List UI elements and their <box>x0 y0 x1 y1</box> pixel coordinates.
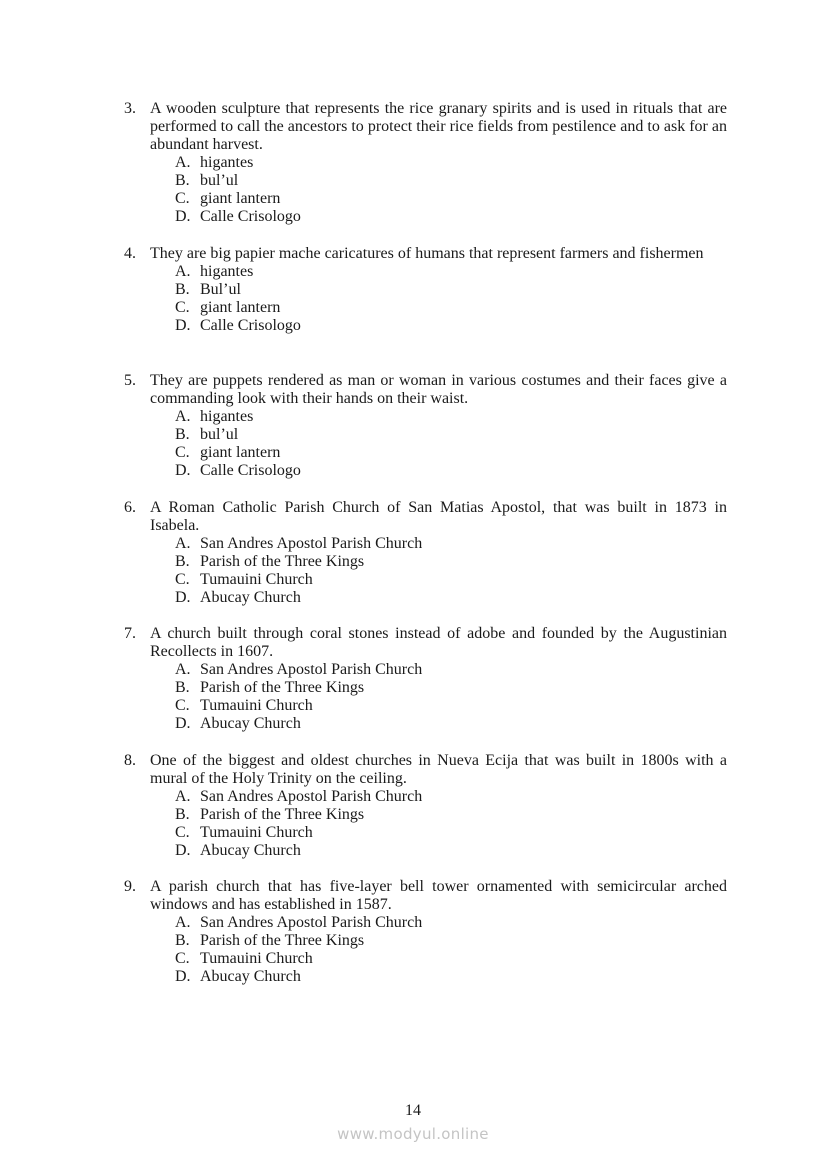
option-letter: B. <box>175 172 190 189</box>
option-text: Tumauini Church <box>200 697 313 714</box>
option-item <box>175 914 727 932</box>
option-letter: A. <box>175 408 191 425</box>
question-number: 6. <box>124 499 136 516</box>
option-item <box>175 697 727 715</box>
option-text: Abucay Church <box>200 842 301 859</box>
option-letter: A. <box>175 263 191 280</box>
option-letter: B. <box>175 426 190 443</box>
page-number: 14 <box>405 1102 421 1119</box>
option-letter: B. <box>175 553 190 570</box>
option-item <box>175 535 727 553</box>
option-list <box>175 408 727 480</box>
option-letter: C. <box>175 950 190 967</box>
option-item <box>175 172 727 190</box>
question-number: 8. <box>124 752 136 769</box>
option-letter: C. <box>175 299 190 316</box>
option-text: Calle Crisologo <box>200 462 301 479</box>
question-8 <box>124 752 727 860</box>
option-letter: D. <box>175 968 191 985</box>
option-item <box>175 263 727 281</box>
option-item <box>175 788 727 806</box>
option-text: Parish of the Three Kings <box>200 679 365 696</box>
option-item <box>175 444 727 462</box>
option-letter: A. <box>175 661 191 678</box>
option-item <box>175 299 727 317</box>
option-text: higantes <box>200 408 254 425</box>
option-item <box>175 968 727 986</box>
option-text: Calle Crisologo <box>200 317 301 334</box>
question-9 <box>124 878 727 986</box>
option-item <box>175 426 727 444</box>
option-text: San Andres Apostol Parish Church <box>200 535 423 552</box>
question-3 <box>124 100 727 226</box>
option-item <box>175 950 727 968</box>
question-text: A wooden sculpture that represents the rice granary spirits and is used in rituals that are performed to call the ancestors to protect their rice fields from pestilence and to ask for an abundant harvest. <box>150 100 727 153</box>
option-text: Bul’ul <box>200 281 241 298</box>
option-item <box>175 281 727 299</box>
option-letter: D. <box>175 842 191 859</box>
option-letter: D. <box>175 208 191 225</box>
question-7 <box>124 625 727 733</box>
option-letter: B. <box>175 806 190 823</box>
option-list <box>175 263 727 335</box>
option-item <box>175 190 727 208</box>
option-text: Parish of the Three Kings <box>200 932 365 949</box>
option-text: Tumauini Church <box>200 824 313 841</box>
option-text: giant lantern <box>200 444 281 461</box>
option-text: Abucay Church <box>200 968 301 985</box>
question-4 <box>124 245 727 335</box>
option-list <box>175 154 727 226</box>
option-text: San Andres Apostol Parish Church <box>200 914 423 931</box>
question-number: 9. <box>124 878 136 895</box>
option-letter: C. <box>175 697 190 714</box>
question-5 <box>124 372 727 480</box>
option-letter: A. <box>175 914 191 931</box>
option-list <box>175 661 727 733</box>
option-item <box>175 824 727 842</box>
option-text: bul’ul <box>200 426 239 443</box>
option-letter: A. <box>175 788 191 805</box>
option-item <box>175 553 727 571</box>
question-number: 7. <box>124 625 136 642</box>
option-letter: B. <box>175 932 190 949</box>
option-list <box>175 788 727 860</box>
question-6 <box>124 499 727 607</box>
option-item <box>175 842 727 860</box>
option-text: giant lantern <box>200 299 281 316</box>
question-text: They are big papier mache caricatures of humans that represent farmers and fishermen <box>150 245 704 262</box>
option-item <box>175 208 727 226</box>
option-text: higantes <box>200 263 254 280</box>
option-item <box>175 317 727 335</box>
option-letter: C. <box>175 444 190 461</box>
option-text: San Andres Apostol Parish Church <box>200 661 423 678</box>
option-letter: D. <box>175 317 191 334</box>
option-item <box>175 715 727 733</box>
option-letter: A. <box>175 535 191 552</box>
question-text: A parish church that has five-layer bell tower ornamented with semicircular arched windows and has established in 1587. <box>150 878 727 913</box>
watermark: www.modyul.online <box>337 1125 489 1143</box>
option-item <box>175 462 727 480</box>
option-text: Parish of the Three Kings <box>200 553 365 570</box>
option-item <box>175 806 727 824</box>
option-text: Tumauini Church <box>200 571 313 588</box>
option-letter: B. <box>175 281 190 298</box>
option-text: Abucay Church <box>200 715 301 732</box>
option-letter: C. <box>175 824 190 841</box>
option-item <box>175 589 727 607</box>
option-text: Tumauini Church <box>200 950 313 967</box>
question-number: 5. <box>124 372 136 389</box>
question-text: A Roman Catholic Parish Church of San Matias Apostol, that was built in 1873 in Isabela. <box>150 499 727 534</box>
question-text: One of the biggest and oldest churches in Nueva Ecija that was built in 1800s with a mural of the Holy Trinity on the ceiling. <box>150 752 727 787</box>
option-item <box>175 154 727 172</box>
question-number: 4. <box>124 245 136 262</box>
option-letter: C. <box>175 190 190 207</box>
option-item <box>175 661 727 679</box>
option-text: Abucay Church <box>200 589 301 606</box>
option-item <box>175 408 727 426</box>
option-text: giant lantern <box>200 190 281 207</box>
option-list <box>175 914 727 986</box>
question-text: A church built through coral stones instead of adobe and founded by the Augustinian Recollects in 1607. <box>150 625 727 660</box>
option-letter: D. <box>175 589 191 606</box>
option-letter: A. <box>175 154 191 171</box>
option-text: Parish of the Three Kings <box>200 806 365 823</box>
option-letter: D. <box>175 462 191 479</box>
option-item <box>175 571 727 589</box>
option-text: San Andres Apostol Parish Church <box>200 788 423 805</box>
option-text: Calle Crisologo <box>200 208 301 225</box>
question-text: They are puppets rendered as man or woman in various costumes and their faces give a commanding look with their hands on their waist. <box>150 372 727 407</box>
option-item <box>175 932 727 950</box>
option-letter: B. <box>175 679 190 696</box>
option-letter: C. <box>175 571 190 588</box>
option-text: bul’ul <box>200 172 239 189</box>
option-item <box>175 679 727 697</box>
question-number: 3. <box>124 100 136 117</box>
option-text: higantes <box>200 154 254 171</box>
option-letter: D. <box>175 715 191 732</box>
option-list <box>175 535 727 607</box>
